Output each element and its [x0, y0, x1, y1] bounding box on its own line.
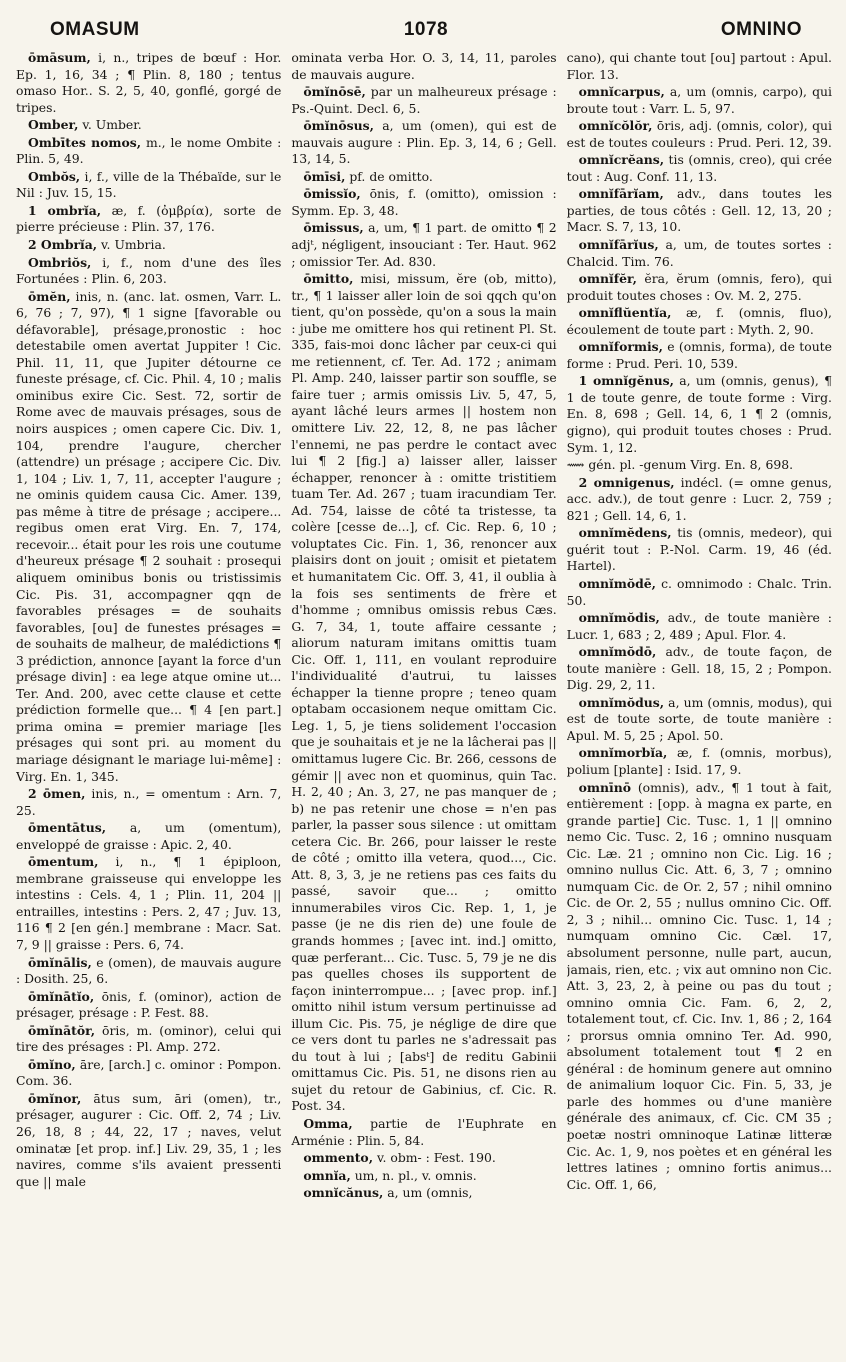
entry-headword: omnĭcŏlŏr,: [578, 118, 653, 134]
entry-headword: omnĭmŏdō,: [578, 644, 657, 660]
text-columns: [16, 50, 832, 1360]
dictionary-entry: [291, 169, 556, 186]
dictionary-entry: [567, 576, 832, 609]
dictionary-entry: [16, 135, 281, 168]
entry-text: pf. de omitto.: [345, 168, 433, 184]
column-3: [567, 50, 832, 1360]
entry-text: v. obm- : Fest. 190.: [373, 1150, 496, 1166]
entry-headword: 2 omnigenus,: [578, 474, 675, 490]
entry-headword: omnĭfārĭam,: [578, 186, 664, 202]
entry-text: adv., de toute manière : Lucr. 1, 683 ; 2, 489 ; Apul. Flor. 4.: [566, 610, 832, 642]
header-right-guideword: OMNINO: [720, 19, 803, 40]
entry-text: v. Umber.: [78, 117, 142, 133]
entry-text: adv., dans toutes les parties, de tous côtés : Gell. 12, 13, 20 ; Macr. S. 7, 13, 10.: [566, 186, 832, 235]
entry-text: æ, f. (omnis, morbus), polium [plante] : Isid. 17, 9.: [566, 745, 832, 777]
entry-text: (omnis), adv., ¶ 1 tout à fait, entièrement : [opp. à magna ex parte, en grande partie] Cic. Tusc. 1, 1 || omnino nemo Cic. Tusc. 2, 16 ; omnino nusquam Cic. Læ. 21 ; omnino non Cic. Lig. 16 ; omnino nullus Cic. Att. 6, 3, 7 ; omnino numquam Cic. de Or. 2, 57 ; nihil omnino Cic. de Or. 2, 55 ; nullus omnino Cic. Off. 2, 3 ; nihil... omnino Cic. Tusc. 1, 14 ; numquam omnino Cic. Cæl. 17, absolument personne, nulle part, aucun, jamais, rien, etc. ; vix aut omnino non Cic. Att. 3, 23, 2, à peine ou pas du tout ; omnino omnia Cic. Fam. 6, 2, 2, totalement tout, cf. Cic. Inv. 1, 86 ; 2, 164 ; prorsus omnia omnino Ter. Ad. 990, absolument totalement tout ¶ 2 en général : de hominum genere aut omnino de animalium loquor Cic. Fin. 5, 33, je parle des hommes ou d'une manière générale des animaux, cf. Cic. CM 35 ; poetæ nostri omninoque Latinæ litteræ Cic. Ac. 1, 9, nos poètes et en général les lettres latines ; omnino fortis animus... Cic. Off. 1, 66,: [566, 779, 832, 1192]
dictionary-entry: [16, 989, 281, 1022]
column-2: [291, 50, 556, 1360]
entry-headword: omnĭmorbĭa,: [578, 745, 668, 761]
entry-text: um, n. pl., v. omnis.: [350, 1167, 477, 1183]
dictionary-entry: [567, 118, 832, 151]
entry-text: inis, n. (anc. lat. osmen, Varr. L. 6, 76 ; 7, 97), ¶ 1 signe [favorable ou défavorable], présage,pronostic : hoc detestabile omen avertat Juppiter ! Cic. Phil. 11, 11, que Jupiter détourne ce funeste présage, cf. Cic. Phil. 4, 10 ; malis ominibus exire Cic. Sest. 72, sortir de Rome avec de mauvais présages, sous de noirs auspices ; omen capere Cic. Div. 1, 104, prendre l'augure, chercher (attendre) un présage ; accipere Cic. Div. 1, 104 ; Liv. 1, 7, 11, accepter l'augure ; ne ominis quidem causa Cic. Amer. 139, pas même à titre de présage ; accipere... regibus omen erat Virg. En. 7, 174, recevoir... était pour les rois une coutume d'heureux présage ¶ 2 souhait : prosequi aliquem ominibus bonis ou tristissimis Cic. Pis. 31, accompagner qqn de favorables présages = de souhaits favorables, [ou] de funestes présages = de souhaits de malheur, de malédictions ¶ 3 prédiction, annonce [ayant la force d'un présage divin] : ea lege atque omine ut... Ter. And. 200, avec cette clause et cette prédiction formelle que... ¶ 4 [en part.] prima omina = premier mariage [les présages qui sont pri. au moment du mariage désignant le mariage lui-même] : Virg. En. 1, 345.: [16, 288, 282, 784]
dictionary-entry: [291, 1150, 556, 1167]
dictionary-entry: [16, 255, 281, 288]
dictionary-entry: [291, 118, 556, 168]
entry-headword: omnĭcănus,: [303, 1185, 384, 1201]
entry-headword: ōmĭno,: [28, 1056, 76, 1072]
entry-text: tis (omnis, creo), qui crée tout : Aug. Conf. 11, 13.: [566, 152, 832, 184]
dictionary-entry: [16, 117, 281, 134]
entry-headword: ōmissus,: [303, 220, 364, 236]
entry-text: æ, f. (omnis, fluo), écoulement de toute part : Myth. 2, 90.: [566, 305, 832, 337]
entry-headword: 2 Ombrĭa,: [28, 237, 98, 253]
entry-headword: Ombriŏs,: [28, 254, 92, 270]
entry-headword: ōmitto,: [303, 271, 354, 287]
entry-text: tis (omnis, medeor), qui guérit tout : P.-Nol. Carm. 19, 46 (éd. Hartel).: [566, 525, 832, 574]
dictionary-entry: [567, 373, 832, 456]
entry-text: v. Umbria.: [97, 237, 166, 253]
page-header: [16, 14, 832, 46]
entry-text: e (omnis, forma), de toute forme : Prud. Peri. 10, 539.: [566, 339, 832, 371]
entry-headword: ōmĕn,: [28, 288, 71, 304]
entry-headword: ōmĭnōsē,: [303, 84, 366, 100]
dictionary-entry: [291, 84, 556, 117]
dictionary-entry: [16, 955, 281, 988]
entry-text: partie de l'Euphrate en Arménie : Plin. 5, 84.: [291, 1116, 557, 1148]
entry-text: a, um (omnis, carpo), qui broute tout : Varr. L. 5, 97.: [566, 84, 832, 116]
entry-text: m., le nome Ombite : Plin. 5, 49.: [16, 134, 282, 167]
dictionary-entry: [16, 820, 281, 853]
entry-headword: ōmāsum,: [28, 50, 91, 65]
entry-headword: ōmĭnātŏr,: [28, 1022, 96, 1038]
entry-headword: ōmĭnātĭo,: [28, 988, 95, 1004]
dictionary-entry: [291, 220, 556, 270]
entry-text: ĕra, ĕrum (omnis, fero), qui produit toutes choses : Ov. M. 2, 275.: [566, 271, 832, 303]
dictionary-entry: [16, 854, 281, 953]
entry-headword: omnĭcrĕans,: [578, 152, 665, 168]
header-left-guideword: OMASUM: [50, 19, 140, 40]
entry-headword: omnĭa,: [303, 1167, 351, 1183]
dictionary-entry: [567, 186, 832, 236]
dictionary-entry: [291, 186, 556, 219]
dictionary-entry: [567, 475, 832, 525]
entry-text: a, um, ¶ 1 part. de omitto ¶ 2 adjᵗ, négligent, insouciant : Ter. Haut. 962 ; omissior Ter. Ad. 830.: [291, 220, 557, 269]
entry-text: cano), qui chante tout [ou] partout : Apul. Flor. 13.: [566, 50, 832, 82]
entry-text: ōris, adj. (omnis, color), qui est de toutes couleurs : Prud. Peri. 12, 39.: [566, 118, 832, 150]
dictionary-entry: [16, 1023, 281, 1056]
entry-headword: 1 ombrĭa,: [28, 202, 102, 218]
entry-text: i, f., nom d'une des îles Fortunées : Plin. 6, 203.: [16, 254, 282, 287]
dictionary-entry: [567, 457, 832, 474]
column-1: [16, 50, 281, 1360]
dictionary-entry: [567, 305, 832, 338]
entry-headword: omnĭformis,: [578, 339, 663, 355]
dictionary-entry: [567, 525, 832, 575]
entry-text: indécl. (= omne genus, acc. adv.), de tout genre : Lucr. 2, 759 ; 821 ; Gell. 14, 6, 1.: [566, 474, 832, 523]
entry-text: a, um (omentum), enveloppé de graisse : Apic. 2, 40.: [16, 820, 282, 852]
entry-headword: omnĭmĕdens,: [578, 525, 672, 541]
entry-text: ōnis, f. (ominor), action de présager, présage : P. Fest. 88.: [16, 988, 282, 1021]
entry-text: a, um (omnis, modus), qui est de toute sorte, de toute manière : Apul. M. 5, 25 ; Apol. 50.: [566, 694, 832, 743]
dictionary-entry: [567, 237, 832, 270]
entry-headword: Ombŏs,: [28, 168, 81, 184]
page-number: 1078: [403, 19, 449, 40]
entry-headword: ōmentātus,: [28, 820, 107, 836]
entry-text: ⟿ gén. pl. -genum Virg. En. 8, 698.: [566, 457, 794, 473]
entry-text: par un malheureux présage : Ps.-Quint. Decl. 6, 5.: [291, 84, 557, 116]
entry-text: e (omen), de mauvais augure : Dosith. 25, 6.: [16, 954, 282, 987]
entry-text: a, um (omnis, genus), ¶ 1 de toute genre, de toute forme : Virg. En. 8, 698 ; Gell. 14, 6, 1 ¶ 2 (omnis, gigno), qui produit toutes choses : Prud. Sym. 1, 12.: [566, 373, 832, 455]
entry-text: ominata verba Hor. O. 3, 14, 11, paroles de mauvais augure.: [291, 50, 557, 82]
entry-headword: ōmentum,: [28, 854, 99, 870]
dictionary-entry: [567, 84, 832, 117]
dictionary-entry: [567, 780, 832, 1194]
entry-headword: 1 omnĭgĕnus,: [578, 373, 674, 389]
entry-text: i, f., ville de la Thébaïde, sur le Nil : Juv. 15, 15.: [16, 168, 282, 201]
entry-headword: ōmĭnālis,: [28, 954, 92, 970]
dictionary-entry: [291, 1185, 556, 1202]
entry-text: c. omnimodo : Chalc. Trin. 50.: [566, 575, 832, 608]
dictionary-entry: [567, 644, 832, 694]
dictionary-entry: [16, 50, 281, 116]
dictionary-entry: [567, 695, 832, 745]
dictionary-entry: [16, 1057, 281, 1090]
entry-text: adv., de toute façon, de toute manière : Gell. 18, 15, 2 ; Pompon. Dig. 29, 2, 11.: [566, 644, 832, 693]
entry-headword: omnĭmŏdis,: [578, 610, 660, 626]
entry-headword: omnĭmŏdus,: [578, 694, 665, 710]
dictionary-entry: [291, 271, 556, 1115]
dictionary-entry: [567, 50, 832, 83]
entry-headword: omnĭfĕr,: [578, 271, 637, 287]
entry-headword: Omber,: [28, 117, 79, 133]
entry-text: a, um (omnis,: [383, 1185, 473, 1201]
entry-text: āre, [arch.] c. ominor : Pompon. Com. 36.: [16, 1056, 282, 1089]
entry-headword: ōmīsi,: [303, 168, 346, 184]
entry-text: ātus sum, āri (omen), tr., présager, augurer : Cic. Off. 2, 74 ; Liv. 26, 18, 8 ; 44, 22, 17 ; naves, velut ominatæ [et prop. inf.] Liv. 29, 35, 1 ; les navires, comme s'ils avaient pressenti que || male: [16, 1090, 282, 1189]
entry-text: inis, n., = omentum : Arn. 7, 25.: [16, 786, 282, 818]
entry-headword: ommento,: [303, 1150, 374, 1166]
entry-headword: ōmissĭo,: [303, 186, 361, 202]
entry-headword: ōmĭnōsus,: [303, 118, 374, 134]
entry-text: i, n., tripes de bœuf : Hor. Ep. 1, 16, 34 ; ¶ Plin. 8, 180 ; tentus omaso Hor.. S. 2, 5, 40, gonflé, gorgé de tripes.: [16, 50, 282, 115]
dictionary-entry: [567, 745, 832, 778]
dictionary-entry: [291, 1168, 556, 1185]
entry-headword: 2 ōmen,: [28, 786, 86, 802]
entry-text: i, n., ¶ 1 épiploon, membrane graisseuse qui enveloppe les intestins : Cels. 4, 1 ; Plin. 11, 204 || entrailles, intestins : Pers. 2, 47 ; Juv. 13, 116 ¶ 2 [en gén.] membrane : Macr. Sat. 7, 9 || graisse : Pers. 6, 74.: [16, 854, 282, 952]
dictionary-entry: [16, 237, 281, 254]
entry-headword: omnĭfārĭus,: [578, 237, 659, 253]
entry-text: a, um (omen), qui est de mauvais augure : Plin. Ep. 3, 14, 6 ; Gell. 13, 14, 5.: [291, 118, 557, 167]
dictionary-entry: [567, 152, 832, 185]
entry-headword: omnĭflŭentĭa,: [578, 305, 672, 321]
dictionary-entry: [16, 1091, 281, 1190]
entry-text: misi, missum, ĕre (ob, mitto), tr., ¶ 1 laisser aller loin de soi qqch qu'on tient, qu'on possède, qu'on a sous la main : jube me omittere hos qui retinent Pl. St. 335, fais-moi donc lâcher par ceux-ci qui me retiennent, cf. Ter. Ad. 172 ; animam Pl. Amp. 240, laisser partir son souffle, se faire tuer ; armis omissis Liv. 5, 47, 5, ayant lâché leurs armes || hostem non omittere Liv. 22, 12, 8, ne pas lâcher l'ennemi, ne pas perdre le contact avec lui ¶ 2 [fig.] a) laisser aller, laisser échapper, renoncer à : omitte tristitiem tuam Ter. Ad. 267 ; tuam iracundiam Ter. Ad. 754, laisse de côté ta tristesse, ta colère [cesse de...], cf. Cic. Rep. 6, 10 ; voluptates Cic. Fin. 1, 36, renoncer aux plaisirs dont on jouit ; omisit et pietatem et humanitatem Cic. Off. 3, 41, il oublia à la fois ses sentiments de frère et d'homme ; omnibus omissis rebus Cæs. G. 7, 34, 1, toute affaire cessante ; aliorum naturam imitans omittis tuam Cic. Off. 1, 111, en voulant reproduire l'individualité d'autrui, tu laisses échapper la tienne propre ; teneo quam optabam occasionem neque omittam Cic. Leg. 1, 5, je tiens solidement l'occasion que je souhaitais et je ne la lâcherai pas || omittamus lugere Cic. Br. 266, cessons de gémir || avec non et quominus, quin Tac. H. 2, 40 ; An. 3, 27, ne pas manquer de ; b) ne pas retenir une chose = n'en pas parler, la passer sous silence : ut omittam cetera Cic. Br. 266, pour laisser le reste de côté ; omitto illa vetera, quod..., Cic. Att. 8, 3, 3, je ne retiens pas ces faits du passé, savoir que... ; omitto innumerabiles viros Cic. Rep. 1, 1, je passe (je ne dis rien de) une foule de grands hommes ; [avec int. ind.] omitto, quæ perferant... Cic. Tusc. 5, 79 je ne dis pas quelles choses ils supportent de façon ininterrompue... ; [avec prop. inf.] omitto nihil istum versum pertinuisse ad illum Cic. Pis. 75, je néglige de dire que ce vers dont tu parles ne s'adressait pas du tout à lui ; [absᵗ] de reditu Gabinii omittamus Cic. Pis. 51, ne disons rien au sujet du retour de Gabinius, cf. Cic. R. Post. 34.: [291, 271, 557, 1114]
dictionary-entry: [16, 203, 281, 236]
entry-text: æ, f. (ὀμβρία), sorte de pierre précieuse : Plin. 37, 176.: [16, 202, 282, 235]
entry-text: ōnis, f. (omitto), omission : Symm. Ep. 3, 48.: [291, 186, 557, 218]
entry-headword: omnĭcarpus,: [578, 84, 665, 100]
dictionary-entry: [291, 1116, 556, 1149]
entry-headword: ōmĭnor,: [28, 1090, 82, 1106]
entry-headword: Omma,: [303, 1116, 353, 1131]
entry-text: a, um, de toutes sortes : Chalcid. Tim. 76.: [566, 237, 832, 269]
entry-headword: omnīnō: [578, 779, 632, 795]
entry-headword: Ombītes nomos,: [28, 134, 142, 150]
dictionary-entry: [567, 339, 832, 372]
dictionary-entry: [567, 271, 832, 304]
dictionary-entry: [16, 289, 281, 785]
entry-text: ōris, m. (ominor), celui qui tire des présages : Pl. Amp. 272.: [16, 1022, 282, 1055]
dictionary-entry: [291, 50, 556, 83]
dictionary-entry: [16, 786, 281, 819]
dictionary-entry: [567, 610, 832, 643]
dictionary-entry: [16, 169, 281, 202]
entry-headword: omnĭmŏdē,: [578, 575, 656, 591]
